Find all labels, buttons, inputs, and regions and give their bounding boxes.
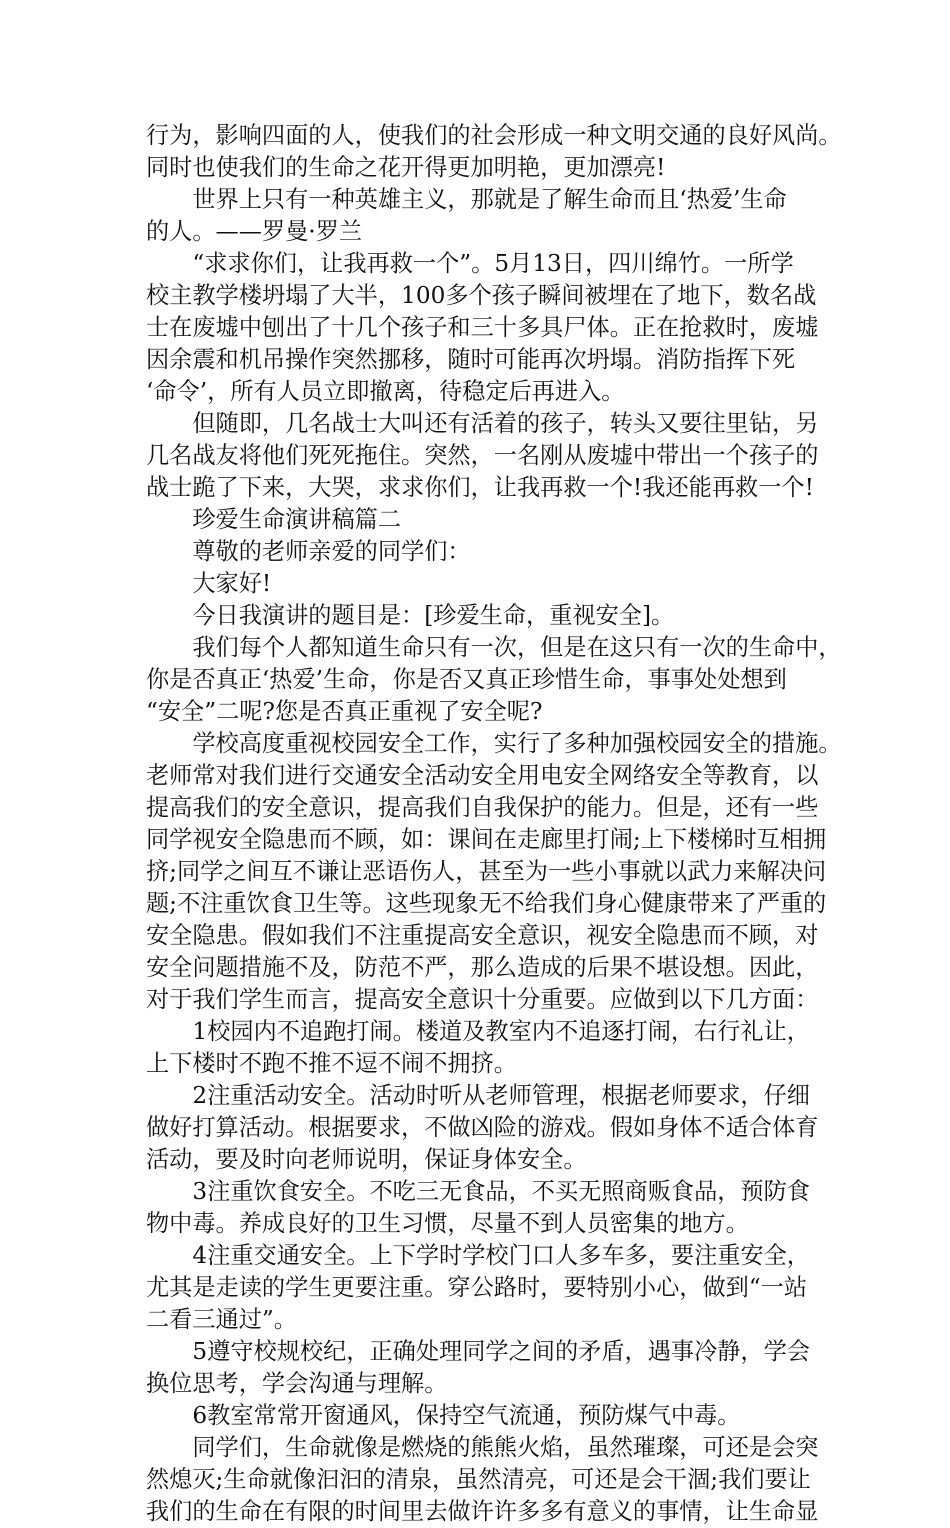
text-line: 珍爱生命演讲稿篇二: [146, 506, 402, 533]
text-line: 我们的生命在有限的时间里去做许许多多有意义的事情，让生命显: [146, 1498, 819, 1525]
text-line: 二看三通过”。: [146, 1306, 297, 1333]
text-line: 我们每个人都知道生命只有一次，但是在这只有一次的生命中，: [146, 634, 842, 661]
text-line: 大家好!: [146, 570, 272, 597]
text-line: 你是否真正‘热爱’生命，你是否又真正珍惜生命，事事处处想到: [146, 666, 787, 693]
text-line: 安全隐患。假如我们不注重提高安全意识，视安全隐患而不顾，对: [146, 922, 819, 949]
text-line: 2注重活动安全。活动时听从老师管理，根据老师要求，仔细: [146, 1082, 810, 1109]
text-line: 因余震和机吊操作突然挪移，随时可能再次坍塌。消防指挥下死: [146, 346, 796, 373]
text-line: 换位思考，学会沟通与理解。: [146, 1370, 448, 1397]
text-line: 安全问题措施不及，防范不严，那么造成的后果不堪设想。因此，: [146, 954, 819, 981]
text-line: 世界上只有一种英雄主义，那就是了解生命而且‘热爱’生命: [146, 186, 787, 213]
text-line: 今日我演讲的题目是：[珍爱生命，重视安全]。: [146, 602, 675, 629]
text-line: 1校园内不追跑打闹。楼道及教室内不追逐打闹，右行礼让，: [146, 1018, 810, 1045]
text-line: 5遵守校规校纪，正确处理同学之间的矛盾，遇事冷静，学会: [146, 1338, 810, 1365]
text-line: 战士跪了下来，大哭，求求你们，让我再救一个!我还能再救一个!: [146, 474, 814, 501]
text-line: 题;不注重饮食卫生等。这些现象无不给我们身心健康带来了严重的: [146, 890, 827, 917]
text-line: 校主教学楼坍塌了大半，100多个孩子瞬间被埋在了地下，数名战: [146, 282, 817, 309]
text-line: 同学视安全隐患而不顾，如：课间在走廊里打闹;上下楼梯时互相拥: [146, 826, 827, 853]
text-line: “安全”二呢?您是否真正重视了安全呢?: [146, 698, 543, 725]
text-line: 然熄灭;生命就像汩汩的清泉，虽然清亮，可还是会干涸;我们要让: [146, 1466, 811, 1493]
text-line: 尤其是走读的学生更要注重。穿公路时，要特别小心，做到“一站: [146, 1274, 808, 1301]
text-line: 挤;同学之间互不谦让恶语伤人，甚至为一些小事就以武力来解决问: [146, 858, 827, 885]
text-line: 学校高度重视校园安全工作，实行了多种加强校园安全的措施。: [146, 730, 842, 757]
text-line: 同学们，生命就像是燃烧的熊熊火焰，虽然璀璨，可还是会突: [146, 1434, 819, 1461]
text-line: 老师常对我们进行交通安全活动安全用电安全网络安全等教育，以: [146, 762, 819, 789]
text-line: 但随即，几名战士大叫还有活着的孩子，转头又要往里钻，另: [146, 410, 819, 437]
text-line: 6教室常常开窗通风，保持空气流通，预防煤气中毒。: [146, 1402, 741, 1429]
text-line: 活动，要及时向老师说明，保证身体安全。: [146, 1146, 587, 1173]
text-line: 对于我们学生而言，提高安全意识十分重要。应做到以下几方面：: [146, 986, 819, 1013]
text-line: 的人。——罗曼·罗兰: [146, 218, 363, 245]
text-line: 士在废墟中刨出了十几个孩子和三十多具尸体。正在抢救时，废墟: [146, 314, 819, 341]
text-line: 上下楼时不跑不推不逗不闹不拥挤。: [146, 1050, 517, 1077]
text-line: 4注重交通安全。上下学时学校门口人多车多，要注重安全，: [146, 1242, 810, 1269]
text-line: 同时也使我们的生命之花开得更加明艳，更加漂亮!: [146, 154, 666, 181]
text-line: 做好打算活动。根据要求，不做凶险的游戏。假如身体不适合体育: [146, 1114, 819, 1141]
text-line: 3注重饮食安全。不吃三无食品，不买无照商贩食品，预防食: [146, 1178, 810, 1205]
text-line: 提高我们的安全意识，提高我们自我保护的能力。但是，还有一些: [146, 794, 819, 821]
text-line: 尊敬的老师亲爱的同学们：: [146, 538, 471, 565]
text-line: 几名战友将他们死死拖住。突然，一名刚从废墟中带出一个孩子的: [146, 442, 819, 469]
text-line: 行为，影响四面的人，使我们的社会形成一种文明交通的良好风尚。: [146, 122, 842, 149]
text-line: ‘命令’，所有人员立即撤离，待稳定后再进入。: [146, 378, 625, 405]
text-line: “求求你们，让我再救一个”。5月13日，四川绵竹。一所学: [146, 250, 794, 277]
text-line: 物中毒。养成良好的卫生习惯，尽量不到人员密集的地方。: [146, 1210, 749, 1237]
body-text: [146, 120, 842, 1528]
